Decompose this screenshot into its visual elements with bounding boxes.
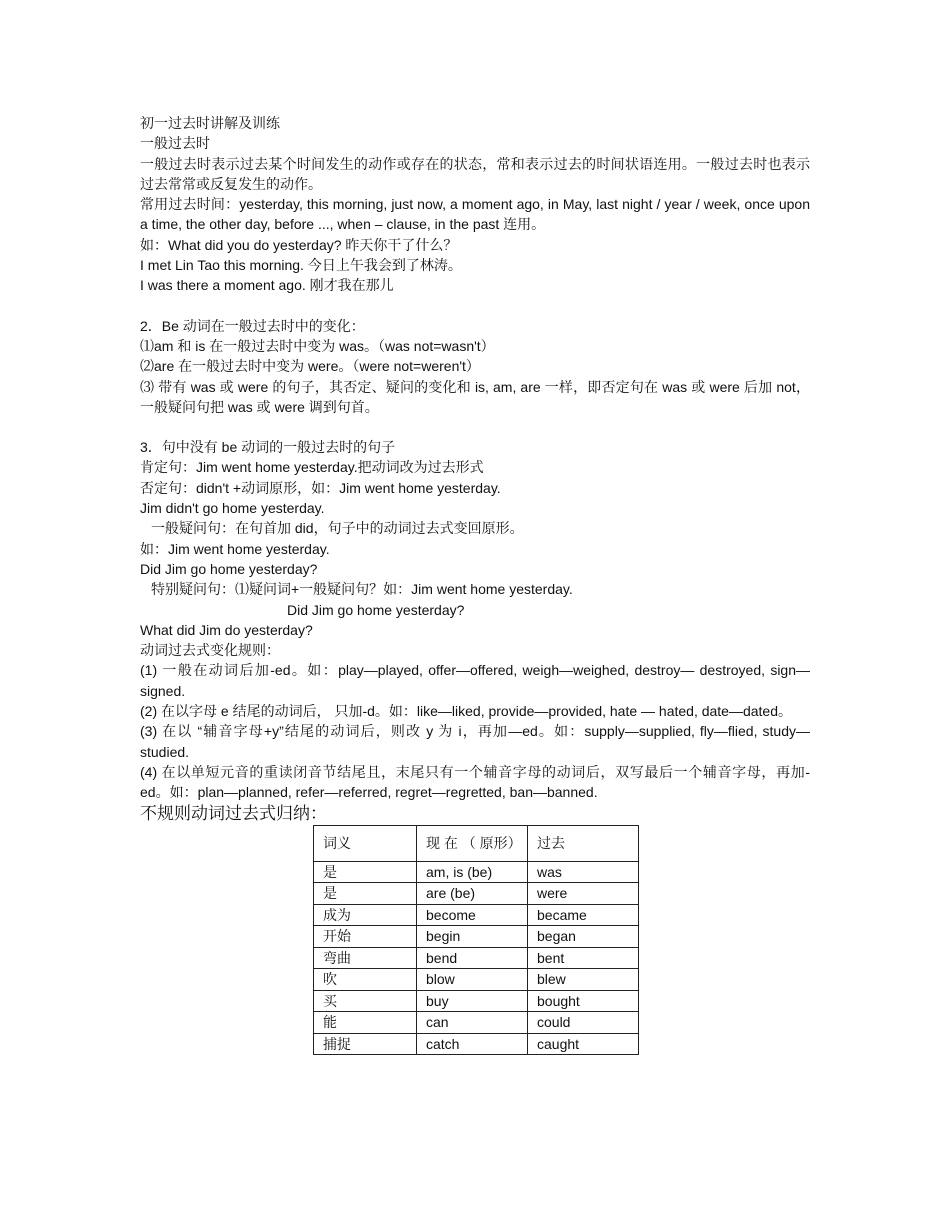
table-cell: became	[528, 904, 639, 926]
table-header-cell: 现 在 （ 原形）	[417, 825, 528, 861]
table-cell: 弯曲	[314, 947, 417, 969]
table-row	[314, 883, 639, 905]
table-cell: caught	[528, 1033, 639, 1055]
table-cell: blew	[528, 969, 639, 991]
table-row	[314, 990, 639, 1012]
special-question-example: Did Jim go home yesterday?	[287, 601, 465, 618]
general-question-rule: 一般疑问句：在句首加 did，句子中的动词过去式变回原形。	[151, 520, 524, 537]
table-row	[314, 1033, 639, 1055]
document-page	[140, 113, 810, 1065]
spacer	[140, 417, 810, 437]
table-cell: catch	[417, 1033, 528, 1055]
table-cell: bought	[528, 990, 639, 1012]
table-cell: 是	[314, 861, 417, 883]
table-cell: am, is (be)	[417, 861, 528, 883]
table-cell: begin	[417, 926, 528, 948]
general-question-example: Did Jim go home yesterday?	[140, 560, 318, 577]
rule-item: (2) 在以字母 e 结尾的动词后， 只加-d。如：like—liked, provide—provided, hate — hated, date—dated。	[140, 703, 793, 720]
table-cell: bend	[417, 947, 528, 969]
table-cell: could	[528, 1012, 639, 1034]
irregular-verbs-heading: 不规则动词过去式归纳：	[140, 803, 327, 823]
rule-item: (1) 一般在动词后加-ed。如：play—played, offer—offered, weigh—weighed, destroy— destroyed, sign—signed.	[140, 662, 810, 699]
table-cell: buy	[417, 990, 528, 1012]
be-rule: ⑵are 在一般过去时中变为 were。（were not=weren't）	[140, 358, 480, 375]
example-sentence: I met Lin Tao this morning. 今日上午我会到了林涛。	[140, 257, 462, 274]
table-cell: 开始	[314, 926, 417, 948]
table-row	[314, 861, 639, 883]
table-cell: blow	[417, 969, 528, 991]
negative-sentence: 否定句：didn't +动词原形，如：Jim went home yesterday.	[140, 479, 501, 496]
rule-item: (4) 在以单短元音的重读闭音节结尾且，末尾只有一个辅音字母的动词后，双写最后一个辅音字母，再加-ed。如：plan—planned, refer—referred, regret—regretted, ban—banned.	[140, 763, 810, 801]
doc-title: 初一过去时讲解及训练	[140, 115, 280, 131]
table-cell: began	[528, 926, 639, 948]
irregular-verbs-table	[313, 825, 639, 1056]
table-cell: become	[417, 904, 528, 926]
table-cell: 吹	[314, 969, 417, 991]
affirmative-sentence: 肯定句：Jim went home yesterday.把动词改为过去形式	[140, 459, 484, 476]
special-question-rule: 特别疑问句：⑴疑问词+一般疑问句？如：Jim went home yesterday.	[151, 581, 573, 598]
table-cell: 捕捉	[314, 1033, 417, 1055]
example-sentence: I was there a moment ago. 刚才我在那儿	[140, 277, 394, 294]
table-cell: are (be)	[417, 883, 528, 905]
special-question-example: What did Jim do yesterday?	[140, 621, 313, 638]
example-sentence: 如：What did you do yesterday? 昨天你干了什么？	[140, 236, 458, 253]
be-rule: ⑶ 带有 was 或 were 的句子，其否定、疑问的变化和 is, am, are 一样，即否定句在 was 或 were 后加 not，一般疑问句把 was 或 were 调到句首。	[140, 378, 810, 415]
intro-paragraph: 一般过去时表示过去某个时间发生的动作或存在的状态，常和表示过去的时间状语连用。一般过去时也表示过去常常或反复发生的动作。	[140, 155, 810, 192]
table-cell: can	[417, 1012, 528, 1034]
table-header-cell: 词义	[314, 825, 417, 861]
section-heading-simple-past: 一般过去时	[140, 135, 210, 152]
be-verb-heading: 2．Be 动词在一般过去时中的变化：	[140, 317, 365, 334]
table-row	[314, 1012, 639, 1034]
table-row	[314, 947, 639, 969]
table-header-cell: 过去	[528, 825, 639, 861]
time-adverbials-paragraph: 常用过去时间：yesterday, this morning, just now, a moment ago, in May, last night / year / week, once upon a time, the other day, before ..., when – clause, in the past 连用。	[140, 196, 810, 233]
table-row	[314, 969, 639, 991]
general-question-example: 如：Jim went home yesterday.	[140, 540, 330, 557]
table-cell: 能	[314, 1012, 417, 1034]
table-cell: was	[528, 861, 639, 883]
table-row	[314, 904, 639, 926]
table-cell: 成为	[314, 904, 417, 926]
table-header-row	[314, 825, 639, 861]
rules-heading: 动词过去式变化规则：	[140, 642, 280, 659]
table-wrapper	[140, 825, 810, 1065]
rule-item: (3) 在以 “辅音字母+y”结尾的动词后，则改 y 为 i，再加—ed。如：supply—supplied, fly—flied, study— studied.	[140, 723, 810, 760]
table-cell: were	[528, 883, 639, 905]
negative-example: Jim didn't go home yesterday.	[140, 500, 325, 517]
table-row	[314, 926, 639, 948]
table-cell: bent	[528, 947, 639, 969]
spacer	[140, 296, 810, 316]
table-cell: 是	[314, 883, 417, 905]
no-be-heading: 3．句中没有 be 动词的一般过去时的句子	[140, 439, 396, 456]
table-cell: 买	[314, 990, 417, 1012]
be-rule: ⑴am 和 is 在一般过去时中变为 was。（was not=wasn't）	[140, 337, 495, 354]
